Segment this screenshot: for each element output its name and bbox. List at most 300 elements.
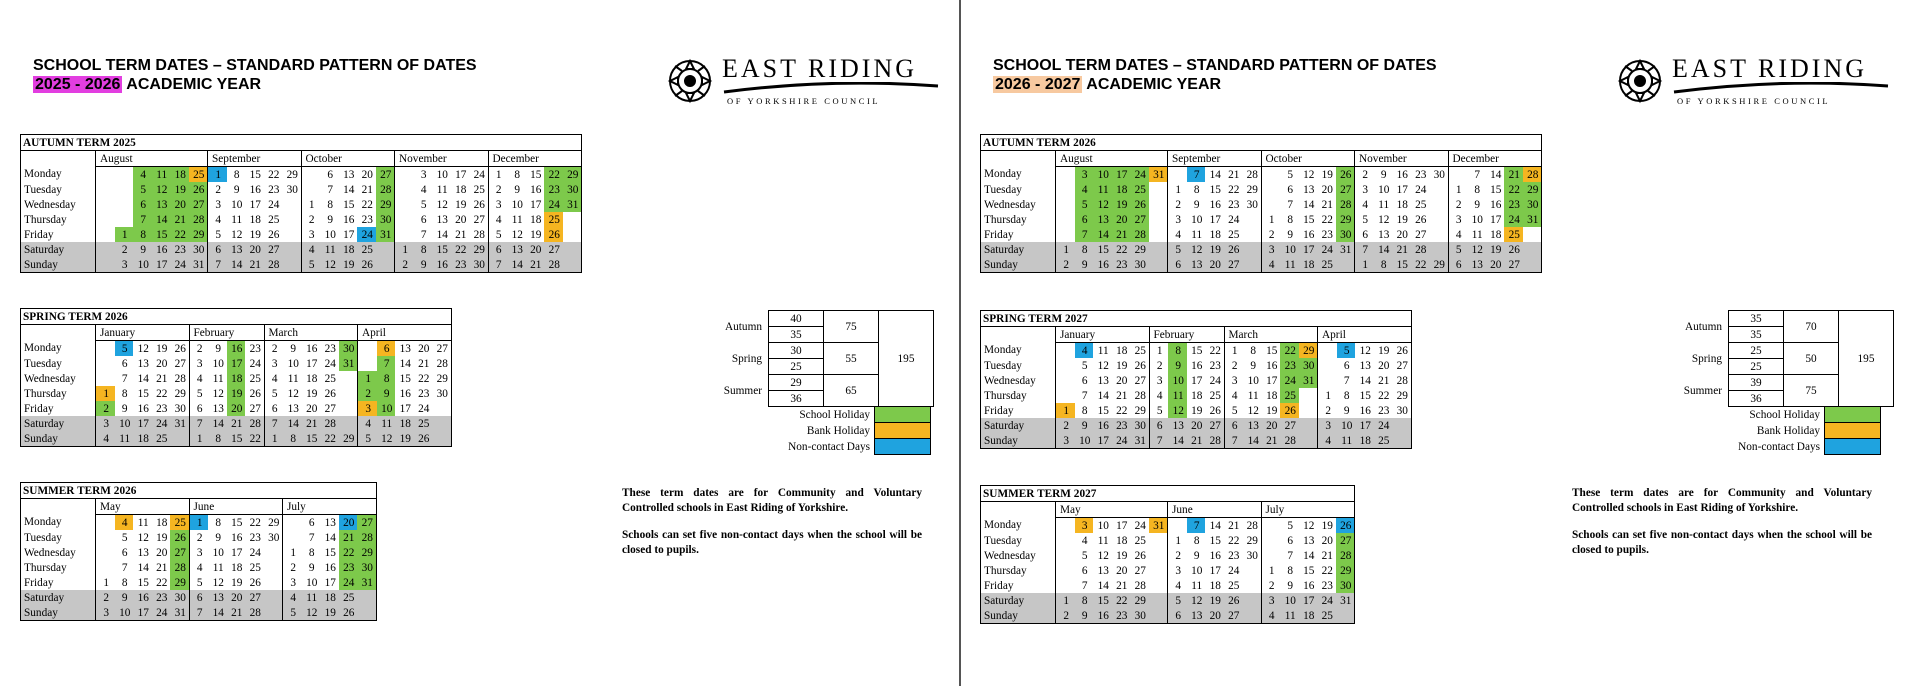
logo-subtitle: OF YORKSHIRE COUNCIL xyxy=(1677,96,1831,106)
day-cell xyxy=(563,242,582,257)
day-cell: 30 xyxy=(1130,257,1149,273)
day-cell: 2 xyxy=(1224,358,1243,373)
day-cell: 20 xyxy=(418,342,430,355)
weekday-row xyxy=(21,575,377,590)
day-cell: 6 xyxy=(1287,183,1294,196)
weekday-row xyxy=(981,578,1355,593)
day-cell xyxy=(1392,433,1411,449)
day-cell: 6 xyxy=(327,168,334,181)
weekday-label: Sunday xyxy=(981,257,1056,273)
month-header: January xyxy=(96,325,190,341)
month-header: April xyxy=(1318,327,1412,343)
day-cell: 22 xyxy=(361,198,373,211)
weekday-row xyxy=(21,197,582,212)
day-cell: 21 xyxy=(170,212,189,227)
summary-days: 40 xyxy=(769,311,824,327)
day-cell: 3 xyxy=(96,416,115,431)
day-cell: 10 xyxy=(212,546,224,559)
day-cell: 3 xyxy=(1056,433,1075,449)
day-cell: 7 xyxy=(1149,433,1168,449)
day-cell: 14 xyxy=(1243,433,1262,449)
day-cell: 23 xyxy=(1112,608,1131,624)
day-cell: 29 xyxy=(1336,563,1355,578)
day-cell: 7 xyxy=(189,416,208,431)
day-cell: 21 xyxy=(1262,433,1281,449)
day-cell xyxy=(282,242,301,257)
day-cell: 22 xyxy=(1116,404,1128,417)
day-cell: 25 xyxy=(1280,388,1299,403)
day-cell: 30 xyxy=(268,531,280,544)
day-cell: 1 xyxy=(1224,343,1243,359)
day-cell: 10 xyxy=(1337,418,1356,433)
day-cell: 11 xyxy=(302,590,321,605)
day-cell: 26 xyxy=(339,605,358,621)
day-cell: 24 xyxy=(544,197,563,212)
weekday-label: Monday xyxy=(21,167,96,183)
day-cell: 9 xyxy=(1287,579,1294,592)
weekday-label: Friday xyxy=(21,227,96,242)
day-cell: 27 xyxy=(1415,228,1427,241)
day-cell: 6 xyxy=(420,213,427,226)
day-cell: 1 xyxy=(1056,593,1075,608)
day-cell: 1 xyxy=(1355,257,1374,273)
day-cell: 10 xyxy=(1280,242,1299,257)
day-cell: 29 xyxy=(189,227,208,242)
day-cell: 31 xyxy=(170,605,189,621)
day-cell: 27 xyxy=(249,402,261,415)
day-cell: 28 xyxy=(245,605,264,621)
day-cell: 10 xyxy=(287,357,299,370)
day-cell: 24 xyxy=(1209,374,1221,387)
day-cell xyxy=(1242,242,1261,257)
day-cell xyxy=(395,227,414,242)
policy-notes xyxy=(1572,486,1872,558)
month-header: October xyxy=(1261,151,1355,167)
day-cell: 12 xyxy=(212,576,224,589)
day-cell xyxy=(432,431,451,447)
council-logo xyxy=(665,54,940,110)
day-cell: 25 xyxy=(544,212,563,227)
day-cell: 19 xyxy=(156,342,168,355)
day-cell: 2 xyxy=(1355,167,1374,183)
day-cell xyxy=(1299,388,1318,403)
day-cell: 12 xyxy=(1303,168,1315,181)
day-cell xyxy=(1523,257,1542,273)
weekday-row xyxy=(981,242,1542,257)
day-cell: 27 xyxy=(1392,358,1411,373)
day-cell: 18 xyxy=(156,516,168,529)
legend-label: Bank Holiday xyxy=(1756,424,1820,437)
day-cell: 4 xyxy=(1075,182,1094,197)
day-cell: 30 xyxy=(170,590,189,605)
month-header: May xyxy=(96,499,190,515)
day-cell xyxy=(1168,167,1187,183)
day-cell: 26 xyxy=(1280,403,1299,418)
day-cell: 26 xyxy=(174,342,186,355)
weekday-label: Saturday xyxy=(981,418,1056,433)
day-cell: 4 xyxy=(189,371,208,386)
day-cell: 24 xyxy=(1317,242,1336,257)
day-cell xyxy=(96,182,115,197)
day-cell: 24 xyxy=(418,402,430,415)
month-header: March xyxy=(264,325,358,341)
weekday-label: Thursday xyxy=(21,212,96,227)
day-cell: 12 xyxy=(137,531,149,544)
day-cell: 23 xyxy=(1321,228,1333,241)
day-cell: 6 xyxy=(1149,418,1168,433)
day-cell xyxy=(1056,533,1075,548)
day-cell: 1 xyxy=(115,227,134,242)
day-cell: 15 xyxy=(1191,344,1203,357)
day-cell: 6 xyxy=(1448,257,1467,273)
day-cell xyxy=(1149,593,1168,608)
day-cell xyxy=(1261,197,1280,212)
month-header: June xyxy=(1168,502,1262,518)
day-cell xyxy=(1149,533,1168,548)
day-cell: 4 xyxy=(1075,343,1094,359)
day-cell: 3 xyxy=(1168,563,1187,578)
day-cell: 1 xyxy=(1168,533,1187,548)
day-cell: 8 xyxy=(1374,257,1393,273)
day-cell: 25 xyxy=(1228,228,1240,241)
day-cell: 9 xyxy=(115,590,134,605)
day-cell: 10 xyxy=(436,168,448,181)
day-cell: 22 xyxy=(1504,182,1523,197)
day-cell: 12 xyxy=(137,342,149,355)
day-cell: 23 xyxy=(1415,168,1427,181)
day-cell xyxy=(376,242,395,257)
day-cell: 17 xyxy=(1299,593,1318,608)
day-cell: 11 xyxy=(1378,198,1390,211)
day-cell xyxy=(1242,608,1261,624)
day-cell: 23 xyxy=(324,342,336,355)
weekday-row xyxy=(981,343,1412,359)
day-cell xyxy=(1056,388,1075,403)
day-cell xyxy=(96,242,115,257)
day-cell: 7 xyxy=(1081,579,1088,592)
day-cell: 31 xyxy=(1336,242,1355,257)
day-cell: 18 xyxy=(306,372,318,385)
day-cell: 15 xyxy=(1359,389,1371,402)
day-cell: 18 xyxy=(1116,534,1128,547)
day-cell: 13 xyxy=(343,168,355,181)
day-cell: 23 xyxy=(268,183,280,196)
day-cell: 21 xyxy=(1392,242,1411,257)
day-cell: 5 xyxy=(1081,359,1088,372)
day-cell: 5 xyxy=(420,198,427,211)
day-cell: 16 xyxy=(530,183,542,196)
weekday-label: Thursday xyxy=(981,212,1056,227)
day-cell: 10 xyxy=(1247,374,1259,387)
day-cell: 17 xyxy=(1396,183,1408,196)
month-header: November xyxy=(1355,151,1449,167)
weekday-row xyxy=(21,431,452,447)
weekday-label: Monday xyxy=(981,343,1056,359)
day-cell: 28 xyxy=(320,416,339,431)
day-cell: 21 xyxy=(227,605,246,621)
day-cell: 15 xyxy=(152,227,171,242)
day-cell: 22 xyxy=(170,227,189,242)
day-cell: 11 xyxy=(212,372,224,385)
day-cell: 4 xyxy=(1224,388,1243,403)
day-cell: 6 xyxy=(1075,212,1094,227)
day-cell: 31 xyxy=(563,197,582,212)
day-cell: 22 xyxy=(1228,183,1240,196)
day-cell: 26 xyxy=(249,387,261,400)
day-cell: 7 xyxy=(327,183,334,196)
month-header: December xyxy=(1448,151,1542,167)
day-cell xyxy=(1242,563,1261,578)
day-cell: 16 xyxy=(1093,418,1112,433)
day-cell: 26 xyxy=(249,576,261,589)
weekday-row xyxy=(21,386,452,401)
day-cell: 28 xyxy=(1130,227,1149,242)
day-cell xyxy=(1392,418,1411,433)
day-cell xyxy=(96,197,115,212)
month-header: August xyxy=(96,151,208,167)
day-cell xyxy=(1056,197,1075,212)
day-cell: 10 xyxy=(1097,519,1109,532)
day-cell: 1 xyxy=(301,197,320,212)
day-cell: 14 xyxy=(324,531,336,544)
day-cell: 1 xyxy=(1149,343,1168,359)
day-cell: 9 xyxy=(215,531,222,544)
document-title xyxy=(33,56,477,94)
day-cell: 21 xyxy=(339,530,358,545)
day-cell xyxy=(96,212,115,227)
day-cell: 25 xyxy=(1317,608,1336,624)
day-cell: 7 xyxy=(264,416,283,431)
day-cell: 21 xyxy=(1116,579,1128,592)
day-cell: 4 xyxy=(1261,257,1280,273)
day-cell: 12 xyxy=(1168,403,1187,418)
day-cell: 28 xyxy=(376,182,395,197)
day-cell: 3 xyxy=(1168,212,1187,227)
day-cell: 16 xyxy=(1303,228,1315,241)
day-cell: 6 xyxy=(1224,418,1243,433)
day-cell: 27 xyxy=(324,402,336,415)
day-cell: 8 xyxy=(208,431,227,447)
day-cell: 20 xyxy=(245,242,264,257)
day-cell: 28 xyxy=(189,212,208,227)
day-cell: 29 xyxy=(1336,212,1355,227)
title-line-2 xyxy=(993,75,1437,94)
day-cell: 19 xyxy=(455,198,467,211)
day-cell xyxy=(1149,212,1168,227)
legend-swatch xyxy=(875,439,931,455)
day-cell: 4 xyxy=(189,560,208,575)
day-cell: 24 xyxy=(1228,213,1240,226)
academic-year-highlight: 2025 - 2026 xyxy=(35,76,121,93)
day-cell: 24 xyxy=(324,357,336,370)
day-cell: 25 xyxy=(339,590,358,605)
yorkshire-rose-icon xyxy=(665,56,715,106)
day-cell: 22 xyxy=(1411,257,1430,273)
legend-label: Bank Holiday xyxy=(806,424,870,437)
day-cell: 4 xyxy=(420,183,427,196)
day-cell xyxy=(358,341,377,357)
day-cell xyxy=(1242,578,1261,593)
day-cell xyxy=(1149,548,1168,563)
day-cell: 23 xyxy=(1209,359,1221,372)
month-header: May xyxy=(1056,502,1168,518)
summary-total: 195 xyxy=(879,311,934,407)
day-cell: 18 xyxy=(1116,344,1128,357)
yorkshire-rose-icon xyxy=(1615,56,1665,106)
day-cell: 11 xyxy=(1097,534,1109,547)
weekday-row xyxy=(981,608,1355,624)
day-cell: 25 xyxy=(249,372,261,385)
day-cell: 2 xyxy=(1056,608,1075,624)
day-cell: 16 xyxy=(1266,359,1278,372)
weekday-label: Tuesday xyxy=(21,182,96,197)
day-cell: 11 xyxy=(287,372,299,385)
day-cell: 18 xyxy=(320,590,339,605)
academic-year-highlight: 2026 - 2027 xyxy=(995,76,1081,93)
day-cell: 7 xyxy=(377,356,396,371)
day-cell: 15 xyxy=(530,168,542,181)
day-cell: 18 xyxy=(1490,228,1502,241)
day-cell xyxy=(1318,358,1337,373)
day-cell: 31 xyxy=(170,416,189,431)
day-cell xyxy=(1056,343,1075,359)
day-cell: 13 xyxy=(1187,257,1206,273)
day-cell: 25 xyxy=(152,431,171,447)
day-cell: 29 xyxy=(357,545,376,560)
month-header: January xyxy=(1056,327,1150,343)
day-cell: 26 xyxy=(1224,593,1243,608)
day-cell: 4 xyxy=(264,371,283,386)
day-cell: 7 xyxy=(1187,167,1206,183)
day-cell xyxy=(1448,167,1467,183)
weekday-row xyxy=(981,373,1412,388)
day-cell xyxy=(1056,548,1075,563)
day-cell: 4 xyxy=(1168,227,1187,242)
day-cell: 24 xyxy=(268,198,280,211)
day-cell: 9 xyxy=(215,342,222,355)
day-cell: 21 xyxy=(1112,227,1131,242)
day-cell: 23 xyxy=(1112,418,1131,433)
day-cell: 20 xyxy=(1321,534,1333,547)
day-cell: 31 xyxy=(189,257,208,273)
day-cell: 2 xyxy=(189,341,208,357)
day-cell: 10 xyxy=(1093,167,1112,183)
note-paragraph: Schools can set five non-contact days when the school will be closed to pupils. xyxy=(622,529,922,556)
day-cell: 20 xyxy=(1486,257,1505,273)
day-cell xyxy=(1056,518,1075,534)
day-cell: 8 xyxy=(514,168,521,181)
day-cell: 25 xyxy=(324,372,336,385)
day-cell xyxy=(563,227,582,242)
day-cell: 30 xyxy=(563,182,582,197)
academic-year-label: ACADEMIC YEAR xyxy=(1082,76,1222,93)
day-cell: 27 xyxy=(1280,418,1299,433)
day-cell: 5 xyxy=(1287,519,1294,532)
weekday-label: Tuesday xyxy=(981,182,1056,197)
day-cell: 6 xyxy=(264,401,283,416)
day-cell: 4 xyxy=(1168,578,1187,593)
day-cell: 29 xyxy=(1392,388,1411,403)
day-cell: 3 xyxy=(1448,212,1467,227)
day-cell: 10 xyxy=(377,401,396,416)
day-cell xyxy=(1429,227,1448,242)
day-cell: 13 xyxy=(1378,228,1390,241)
day-cell: 26 xyxy=(1209,404,1221,417)
day-cell: 9 xyxy=(1474,198,1481,211)
day-cell: 12 xyxy=(1097,549,1109,562)
day-cell: 2 xyxy=(264,341,283,357)
day-cell: 15 xyxy=(1093,593,1112,608)
day-cell: 5 xyxy=(264,386,283,401)
day-cell: 5 xyxy=(189,575,208,590)
day-cell: 19 xyxy=(1116,359,1128,372)
day-cell: 24 xyxy=(152,416,171,431)
day-cell: 24 xyxy=(249,357,261,370)
day-cell xyxy=(563,212,582,227)
day-cell: 5 xyxy=(283,605,302,621)
day-cell: 5 xyxy=(1168,593,1187,608)
weekday-row xyxy=(21,212,582,227)
day-cell: 13 xyxy=(137,357,149,370)
day-cell: 24 xyxy=(1228,564,1240,577)
day-cell: 30 xyxy=(1130,608,1149,624)
day-cell xyxy=(1149,578,1168,593)
day-cell: 18 xyxy=(530,213,542,226)
weekday-row xyxy=(21,590,377,605)
day-cell: 16 xyxy=(1396,168,1408,181)
day-cell: 22 xyxy=(268,168,280,181)
day-cell: 19 xyxy=(339,257,358,273)
day-cell: 4 xyxy=(1448,227,1467,242)
day-cell: 5 xyxy=(1168,242,1187,257)
day-cell: 16 xyxy=(1191,359,1203,372)
day-cell: 23 xyxy=(339,560,358,575)
day-cell xyxy=(1149,182,1168,197)
day-cell: 4 xyxy=(283,590,302,605)
legend-label: Non-contact Days xyxy=(1738,440,1820,453)
day-cell: 16 xyxy=(324,561,336,574)
day-cell: 5 xyxy=(133,182,152,197)
day-cell: 22 xyxy=(245,431,264,447)
weekday-row xyxy=(21,227,582,242)
day-cell xyxy=(264,605,283,621)
weekday-label: Friday xyxy=(21,401,96,416)
day-cell: 14 xyxy=(1303,549,1315,562)
day-cell: 15 xyxy=(1303,564,1315,577)
day-cell: 11 xyxy=(1247,389,1259,402)
term-calendar xyxy=(980,485,1355,624)
summary-days: 35 xyxy=(769,327,824,343)
day-cell: 30 xyxy=(1433,168,1445,181)
logo-swoosh-icon xyxy=(1672,82,1890,94)
day-cell: 22 xyxy=(156,576,168,589)
day-cell: 5 xyxy=(121,531,128,544)
day-cell: 8 xyxy=(1193,183,1200,196)
summary-days: 25 xyxy=(1729,359,1784,375)
day-cell: 14 xyxy=(507,257,526,273)
logo-wordmark: EAST RIDING xyxy=(722,54,918,83)
day-cell: 27 xyxy=(1134,564,1146,577)
day-cell xyxy=(1149,563,1168,578)
month-header: February xyxy=(1149,327,1224,343)
title-line-2 xyxy=(33,75,477,94)
day-cell: 28 xyxy=(1392,373,1411,388)
day-cell: 15 xyxy=(231,516,243,529)
day-cell: 20 xyxy=(1396,228,1408,241)
day-cell: 9 xyxy=(1168,358,1187,373)
weekday-label: Tuesday xyxy=(21,356,96,371)
day-cell: 24 xyxy=(170,257,189,273)
